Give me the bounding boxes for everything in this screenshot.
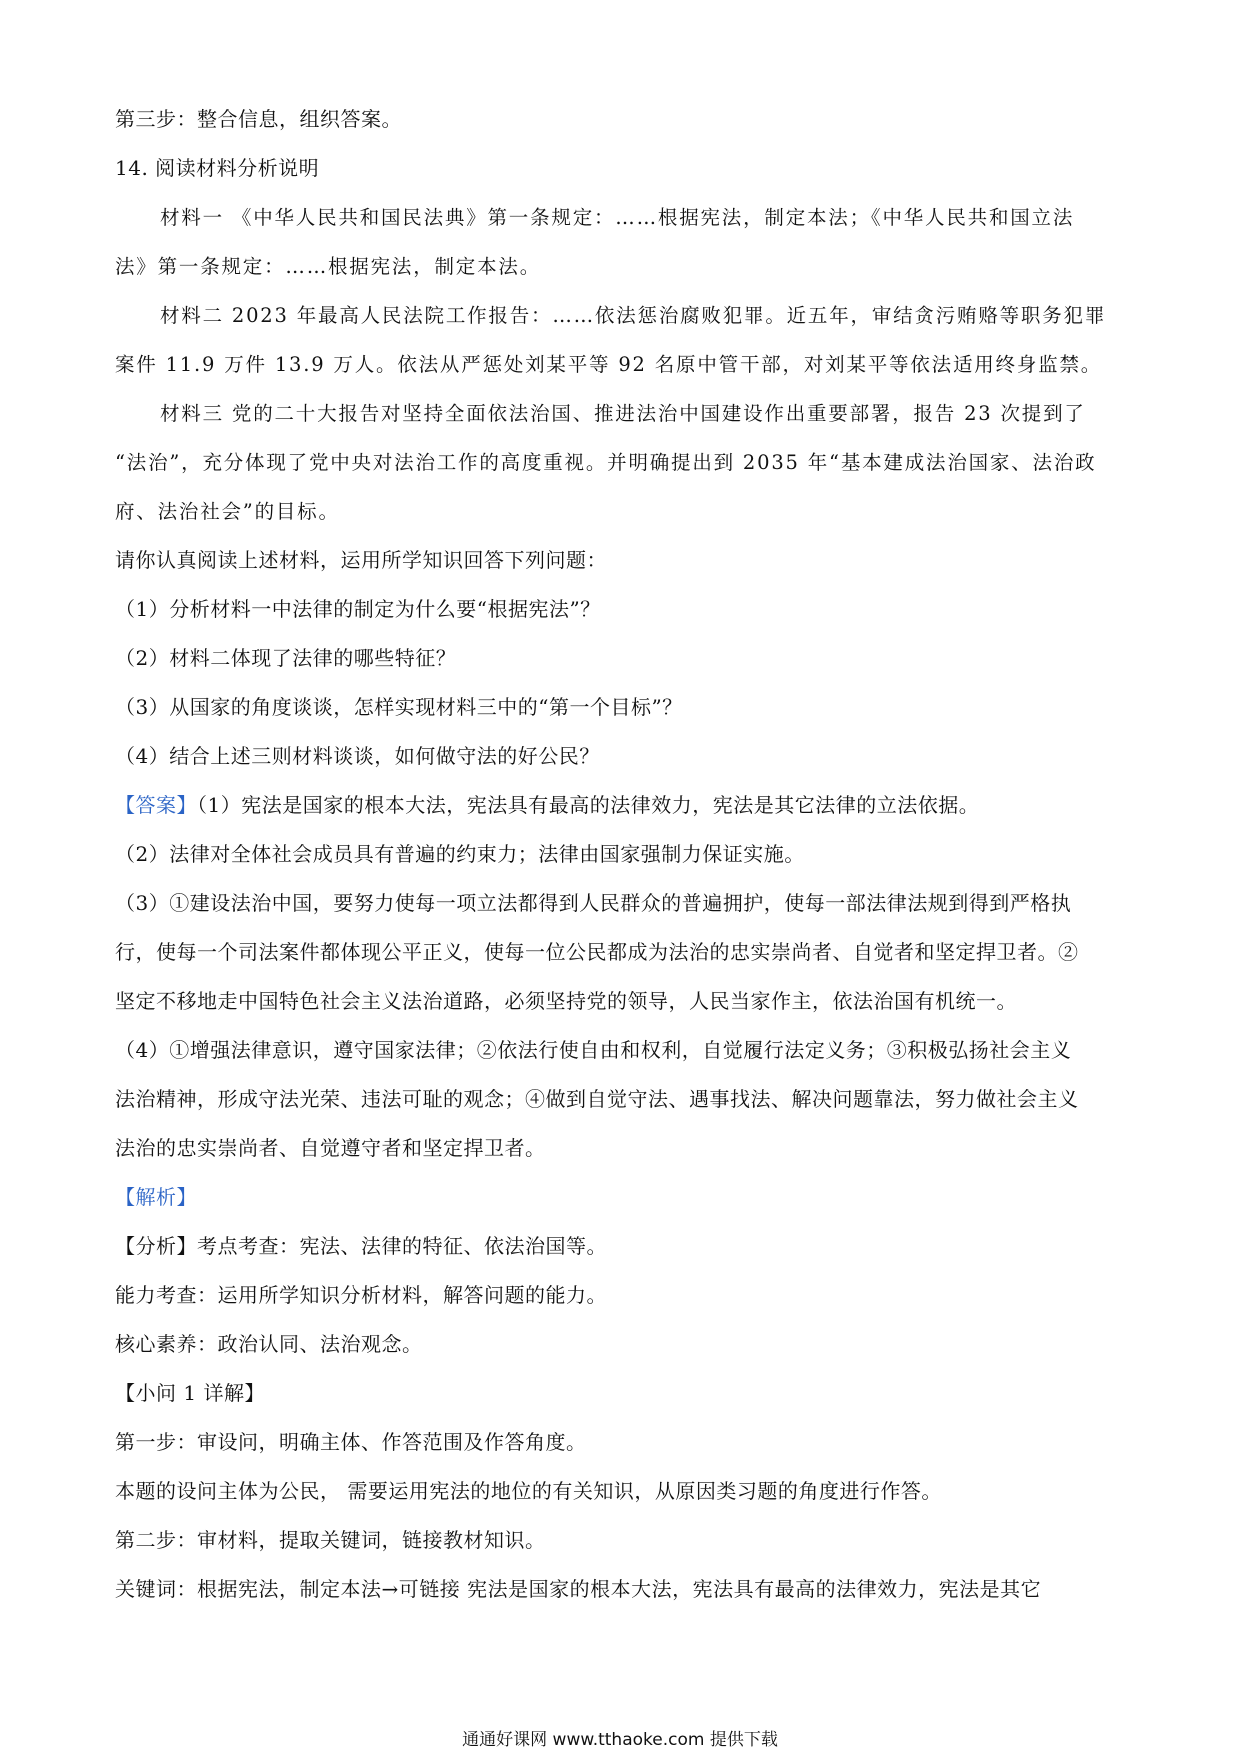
sub-question: （1）分析材料一中法律的制定为什么要“根据宪法”？	[115, 597, 601, 621]
analysis-line: 第二步：审材料，提取关键词，链接教材知识。	[115, 1528, 546, 1552]
answer-line: （2）法律对全体社会成员具有普遍的约束力；法律由国家强制力保证实施。	[115, 842, 805, 866]
answer-label: 【答案】	[115, 793, 197, 817]
analysis-line: 核心素养：政治认同、法治观念。	[115, 1332, 423, 1356]
answer-line: 法治的忠实崇尚者、自觉遵守者和坚定捍卫者。	[115, 1136, 546, 1160]
answer-line: 法治精神，形成守法光荣、违法可耻的观念；④做到自觉守法、遇事找法、解决问题靠法，努力做社会主义	[115, 1087, 1079, 1111]
analysis-line: 【分析】考点考查：宪法、法律的特征、依法治国等。	[115, 1234, 607, 1258]
analysis-line: 关键词：根据宪法，制定本法→可链接 宪法是国家的根本大法，宪法具有最高的法律效力，宪法是其它	[115, 1577, 1042, 1601]
text-line: 第三步：整合信息，组织答案。	[115, 107, 402, 131]
answer-text: （1）宪法是国家的根本大法，宪法具有最高的法律效力，宪法是其它法律的立法依据。	[197, 793, 980, 817]
section-heading: 【小问 1 详解】	[115, 1381, 265, 1405]
material-1-line: 法》第一条规定：……根据宪法，制定本法。	[115, 255, 542, 278]
answer-line: 行，使每一个司法案件都体现公平正义，使每一位公民都成为法治的忠实崇尚者、自觉者和坚定捍卫者。②	[115, 940, 1079, 964]
sub-question: （2）材料二体现了法律的哪些特征？	[115, 646, 457, 670]
material-3-line: 府、法治社会”的目标。	[115, 500, 340, 523]
answer-line: （3）①建设法治中国，要努力使每一项立法都得到人民群众的普遍拥护，使每一部法律法规到得到严格执	[115, 891, 1072, 915]
question-title: 14. 阅读材料分析说明	[115, 156, 320, 180]
material-2-line: 案件 11.9 万件 13.9 万人。依法从严惩处刘某平等 92 名原中管干部，对刘某平等依法适用终身监禁。	[115, 353, 1103, 376]
material-3-line: “法治”，充分体现了党中央对法治工作的高度重视。并明确提出到 2035 年“基本建成法治国家、法治政	[115, 451, 1097, 474]
analysis-label: 【解析】	[115, 1185, 197, 1209]
material-2-line: 材料二 2023 年最高人民法院工作报告：……依法惩治腐败犯罪。近五年，审结贪污贿赂等职务犯罪	[160, 304, 1107, 327]
analysis-line: 能力考查：运用所学知识分析材料，解答问题的能力。	[115, 1283, 607, 1307]
instruction-line: 请你认真阅读上述材料，运用所学知识回答下列问题：	[115, 548, 607, 572]
answer-line: （4）①增强法律意识，遵守国家法律；②依法行使自由和权利，自觉履行法定义务；③积极弘扬社会主义	[115, 1038, 1072, 1062]
material-1-line: 材料一 《中华人民共和国民法典》第一条规定：……根据宪法，制定本法；《中华人民共和国立法	[160, 206, 1075, 229]
page-footer: 通通好课网 www.tthaoke.com 提供下载	[462, 1730, 778, 1750]
answer-line: 坚定不移地走中国特色社会主义法治道路，必须坚持党的领导，人民当家作主，依法治国有机统一。	[115, 989, 1017, 1013]
answer-line	[115, 781, 1135, 830]
document-body	[115, 95, 1135, 1614]
sub-question: （3）从国家的角度谈谈，怎样实现材料三中的“第一个目标”？	[115, 695, 683, 719]
analysis-line: 本题的设问主体为公民， 需要运用宪法的地位的有关知识，从原因类习题的角度进行作答。	[115, 1479, 942, 1503]
analysis-line: 第一步：审设问，明确主体、作答范围及作答角度。	[115, 1430, 587, 1454]
sub-question: （4）结合上述三则材料谈谈，如何做守法的好公民？	[115, 744, 600, 768]
material-3-line: 材料三 党的二十大报告对坚持全面依法治国、推进法治中国建设作出重要部署，报告 23 次提到了	[160, 402, 1086, 425]
